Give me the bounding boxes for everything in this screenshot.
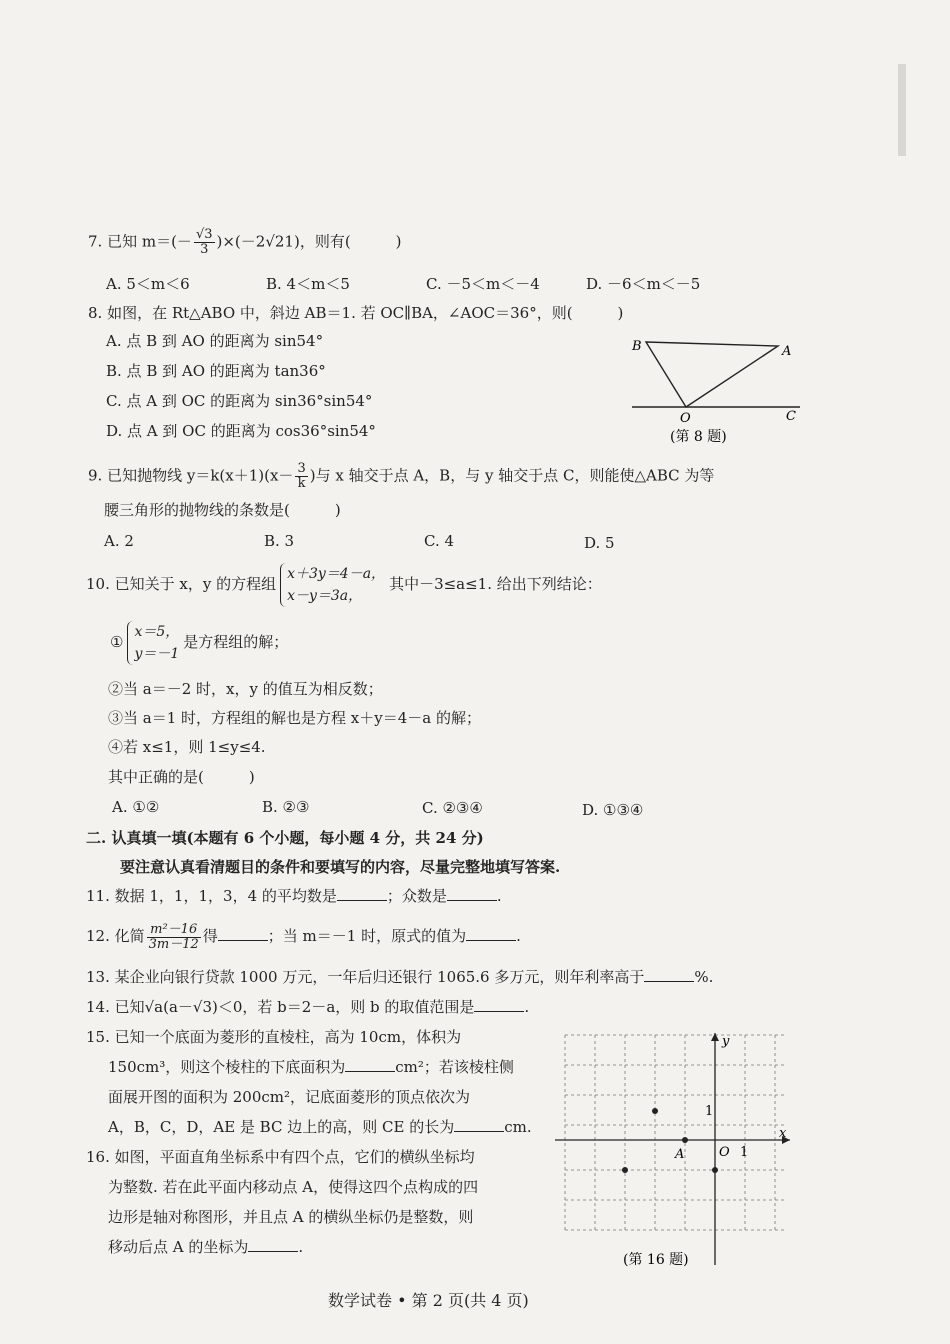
q16-line3: 边形是轴对称图形，并且点 A 的横纵坐标仍是整数，则 xyxy=(108,1208,474,1226)
q15-line2: 150cm³，则这个棱柱的下底面积为 cm²；若该棱柱侧 xyxy=(108,1058,514,1076)
triangle-abo xyxy=(646,342,778,407)
scan-edge-shadow xyxy=(898,64,906,156)
q11-blank-mean[interactable] xyxy=(337,900,387,901)
q9-option-d: D. 5 xyxy=(584,534,615,552)
grid-point-a xyxy=(682,1137,688,1143)
q9-option-b: B. 3 xyxy=(264,532,295,550)
y-unit-label: 1 xyxy=(705,1104,714,1119)
q7-option-d: D. －6＜m＜－5 xyxy=(586,275,701,293)
q8-figure xyxy=(620,330,810,455)
q10-option-b: B. ②③ xyxy=(262,798,310,816)
q10-conclusion-3: ③当 a＝1 时，方程组的解也是方程 x＋y＝4－a 的解； xyxy=(108,709,481,727)
grid-lines xyxy=(565,1035,785,1230)
q7-fraction: $\frac{√3}{3}$ xyxy=(195,227,213,257)
q10-conclusion-1: ① x＝5， y＝－1 是方程组的解； xyxy=(110,618,288,666)
q15-line3: 面展开图的面积为 200cm²，记底面菱形的顶点依次为 xyxy=(108,1088,471,1106)
q8-option-d: D. 点 A 到 OC 的距离为 cos36°sin54° xyxy=(106,422,376,440)
q15-line4: A，B，C，D，AE 是 BC 边上的高，则 CE 的长为 cm. xyxy=(108,1118,532,1136)
q10-conclusion-4: ④若 x≤1，则 1≤y≤4. xyxy=(108,738,266,756)
q16-line4: 移动后点 A 的坐标为 . xyxy=(108,1238,304,1256)
q16-grid-figure xyxy=(555,1025,800,1275)
q14-blank-range[interactable] xyxy=(474,1011,524,1012)
q15-blank-area[interactable] xyxy=(345,1071,395,1072)
q7-option-b: B. 4＜m＜5 xyxy=(266,275,350,293)
q14: 14. 已知√a(a－√3)＜0，若 b＝2－a，则 b 的取值范围是 . xyxy=(86,998,530,1016)
q8-option-c: C. 点 A 到 OC 的距离为 sin36°sin54° xyxy=(106,392,373,410)
q10-ask: 其中正确的是( ) xyxy=(108,768,255,786)
q12: 12. 化简 $\frac{\text{m²－16}}{3m-12}$ 得 ；当 m＝－1 时，原式的值为 . xyxy=(86,921,521,952)
q8-stem: 8. 如图，在 Rt△ABO 中，斜边 AB＝1. 若 OC∥BA，∠AOC＝36°，则( ) xyxy=(88,304,624,322)
q7-option-a: A. 5＜m＜6 xyxy=(106,275,190,293)
grid-point-2 xyxy=(622,1167,628,1173)
q11-blank-mode[interactable] xyxy=(447,900,497,901)
q10-option-d: D. ①③④ xyxy=(582,801,644,819)
q13: 13. 某企业向银行贷款 1000 万元，一年后归还银行 1065.6 多万元，则年利率高于 %. xyxy=(86,968,714,986)
section2-title: 二. 认真填一填(本题有 6 个小题，每小题 4 分，共 24 分) xyxy=(86,829,484,847)
x-label: x xyxy=(779,1126,787,1141)
q8-option-a: A. 点 B 到 AO 的距离为 sin54° xyxy=(106,332,324,350)
q9-option-c: C. 4 xyxy=(424,532,455,550)
q9-stem: 9. 已知抛物线 y＝k(x＋1)(x－ $\frac{3}{k}$ )与 x 轴交于点 A，B，与 y 轴交于点 C，则能使△ABC 为等 xyxy=(88,461,715,491)
grid-point-1 xyxy=(652,1108,658,1114)
point-a-label: A xyxy=(675,1147,685,1162)
q13-blank-rate[interactable] xyxy=(644,981,694,982)
q10-stem: 10. 已知关于 x，y 的方程组 x＋3y＝4－a， x－y＝3a， 其中－3≤a≤1. 给出下列结论： xyxy=(86,560,602,608)
q7-option-c: C. －5＜m＜－4 xyxy=(426,275,540,293)
q16-caption: (第 16 题) xyxy=(623,1252,689,1268)
q16-line2: 为整数. 若在此平面内移动点 A，使得这四个点构成的四 xyxy=(108,1178,479,1196)
q12-blank-simplified[interactable] xyxy=(218,940,268,941)
y-label: y xyxy=(722,1034,730,1049)
q10-c1-system: x＝5， y＝－1 xyxy=(127,621,179,665)
label-o: O xyxy=(680,411,691,426)
label-b: B xyxy=(632,339,642,354)
y-axis-arrow xyxy=(711,1033,719,1041)
q10-system: x＋3y＝4－a， x－y＝3a， xyxy=(280,563,385,607)
q12-blank-value[interactable] xyxy=(466,940,516,941)
page-footer: 数学试卷 • 第 2 页(共 4 页) xyxy=(328,1291,529,1310)
q9-stem-line2: 腰三角形的抛物线的条数是( ) xyxy=(104,501,341,519)
label-a: A xyxy=(782,344,792,359)
q11: 11. 数据 1，1，1，3，4 的平均数是 ；众数是 . xyxy=(86,887,502,905)
q16-blank-coordinate[interactable] xyxy=(248,1251,298,1252)
q8-caption: (第 8 题) xyxy=(670,429,727,445)
section2-note: 要注意认真看清题目的条件和要填写的内容，尽量完整地填写答案. xyxy=(120,858,561,876)
q10-option-c: C. ②③④ xyxy=(422,799,483,817)
q16-line1: 16. 如图，平面直角坐标系中有四个点，它们的横纵坐标均 xyxy=(86,1148,475,1166)
q9-option-a: A. 2 xyxy=(104,532,134,550)
q10-option-a: A. ①② xyxy=(112,798,160,816)
x-unit-label: 1 xyxy=(740,1145,749,1160)
origin-label: O xyxy=(719,1145,730,1160)
q8-option-b: B. 点 B 到 AO 的距离为 tan36° xyxy=(106,362,326,380)
grid-point-3 xyxy=(712,1167,718,1173)
q10-conclusion-2: ②当 a＝－2 时，x，y 的值互为相反数； xyxy=(108,680,383,698)
q15-blank-ce[interactable] xyxy=(454,1131,504,1132)
q12-fraction: $\frac{\text{m²－16}}{3m-12}$ xyxy=(148,921,199,952)
q15-line1: 15. 已知一个底面为菱形的直棱柱，高为 10cm，体积为 xyxy=(86,1028,462,1046)
label-c: C xyxy=(786,409,796,424)
q9-fraction: $\frac{3}{k}$ xyxy=(297,461,306,491)
q7-stem: 7. 已知 m＝(－ $\frac{√3}{3}$ )×(－2√21)，则有( ) xyxy=(88,227,402,257)
